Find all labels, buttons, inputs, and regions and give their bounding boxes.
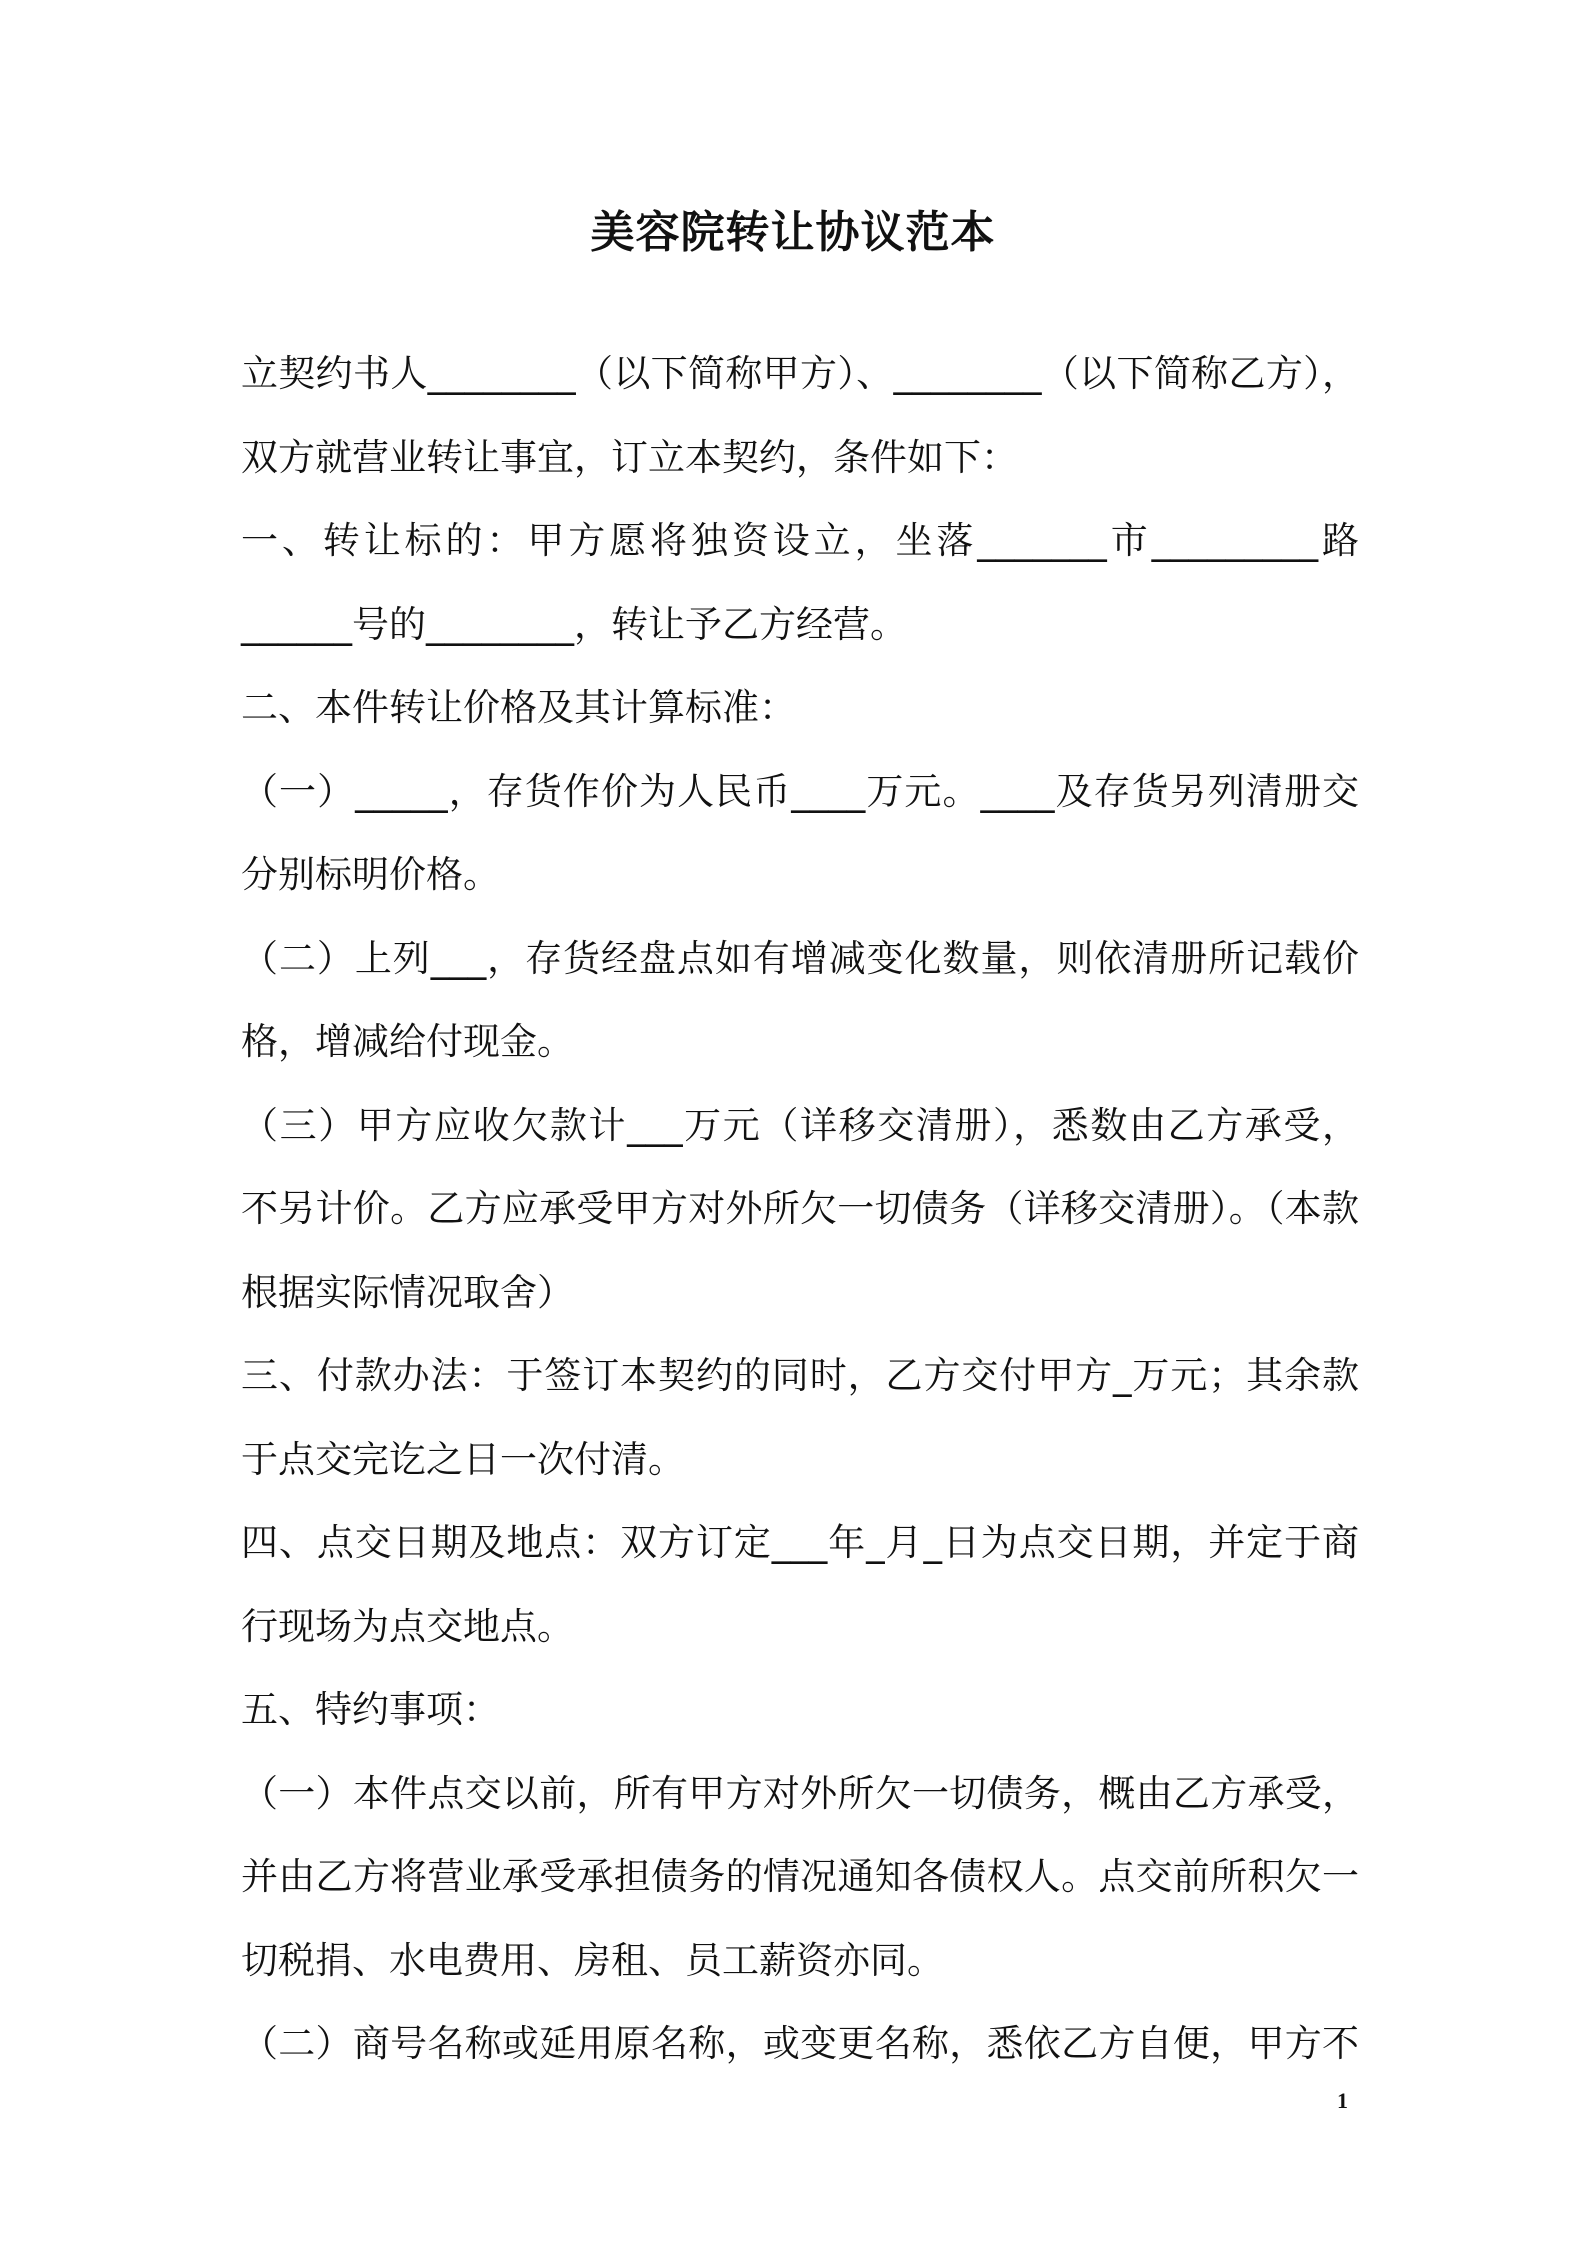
body-line: 根据实际情况取舍）: [241, 1270, 574, 1314]
document-title: 美容院转让协议范本: [590, 207, 996, 258]
body-line: （一）_____，存货作价为人民币____万元。____及存货另列清册交: [241, 769, 1359, 813]
body-line: 五、特约事项：: [241, 1688, 500, 1731]
body-line: 三、付款办法：于签订本契约的同时，乙方交付甲方_万元；其余款: [241, 1354, 1359, 1397]
body-line: 立契约书人________（以下简称甲方）、________（以下简称乙方），: [241, 352, 1359, 395]
body-line: 于点交完讫之日一次付清。: [241, 1437, 685, 1481]
body-line: 一、转让标的：甲方愿将独资设立，坐落_______市_________路: [241, 519, 1359, 562]
body-line: （三）甲方应收欠款计___万元（详移交清册），悉数由乙方承受，: [241, 1103, 1359, 1147]
body-line: 四、点交日期及地点：双方订定___年_月_日为点交日期，并定于商: [241, 1521, 1359, 1564]
body-line: （一）本件点交以前，所有甲方对外所欠一切债务，概由乙方承受，: [241, 1771, 1359, 1815]
body-line: 二、本件转让价格及其计算标准：: [241, 686, 796, 729]
body-line: 双方就营业转让事宜，订立本契约，条件如下：: [241, 435, 1018, 479]
body-line: 格，增减给付现金。: [241, 1020, 574, 1063]
body-line: 不另计价。乙方应承受甲方对外所欠一切债务（详移交清册）。（本款: [241, 1187, 1359, 1230]
body-line: 分别标明价格。: [241, 853, 500, 896]
body-line: 行现场为点交地点。: [241, 1604, 574, 1648]
document-body: [241, 332, 1359, 2086]
body-line: 并由乙方将营业承受承担债务的情况通知各债权人。点交前所积欠一: [241, 1855, 1359, 1898]
body-line: ______号的________，转让予乙方经营。: [241, 602, 907, 646]
page-number: 1: [1337, 2088, 1348, 2113]
body-line: （二）商号名称或延用原名称，或变更名称，悉依乙方自便，甲方不: [241, 2022, 1359, 2065]
body-line: （二）上列___，存货经盘点如有增减变化数量，则依清册所记载价: [241, 936, 1359, 980]
body-line: 切税捐、水电费用、房租、员工薪资亦同。: [241, 1938, 944, 1982]
